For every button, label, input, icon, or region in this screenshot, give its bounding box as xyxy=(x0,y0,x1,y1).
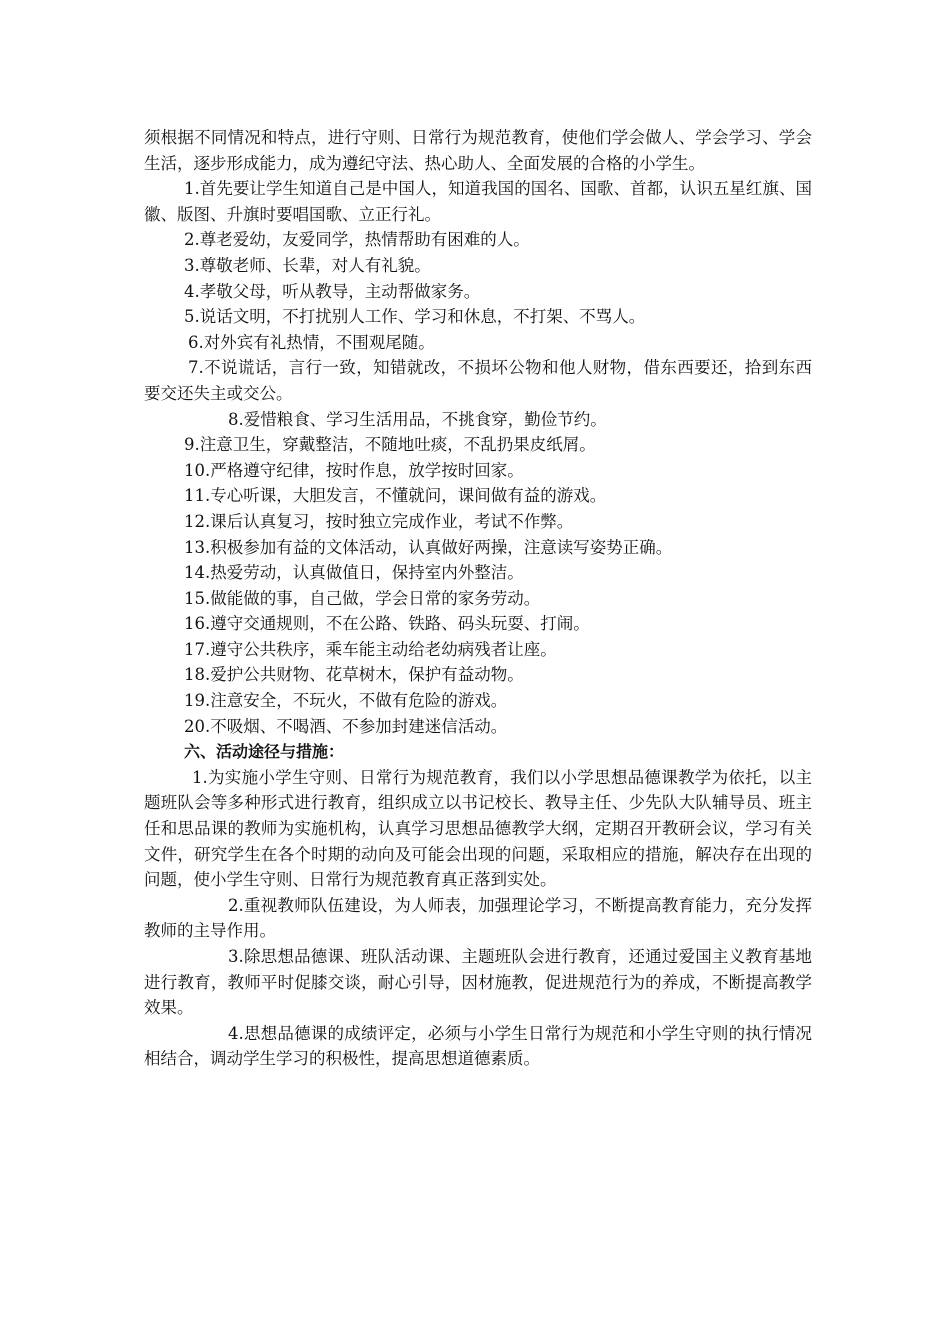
rule-item-11: 11.专心听课，大胆发言，不懂就问，课间做有益的游戏。 xyxy=(184,486,607,506)
rule-item-10: 10.严格遵守纪律，按时作息，放学按时回家。 xyxy=(184,460,524,480)
section-heading: 六、活动途径与措施： xyxy=(184,742,345,762)
rule-item-16: 16.遵守交通规则，不在公路、铁路、码头玩耍、打闹。 xyxy=(184,614,590,634)
rule-item-3: 3.尊敬老师、长辈，对人有礼貌。 xyxy=(184,255,431,275)
rule-item-6: 6.对外宾有礼热情，不围观尾随。 xyxy=(188,332,435,352)
measure-item-1: 1.为实施小学生守则、日常行为规范教育，我们以小学思想品德课教学为依托，以主题班队会等多种形式进行教育，组织成立以书记校长、教导主任、少先队大队辅导员、班主任和思品课的教师为实施机构，认真学习思想品德教学大纲，定期召开教研会议，学习有关文件，研究学生在各个时期的动向及可能会出现的问题，采取相应的措施，解决存在出现的问题，使小学生守则、日常行为规范教育真正落到实处。 xyxy=(144,767,812,890)
measure-item-2: 2.重视教师队伍建设，为人师表，加强理论学习，不断提高教育能力，充分发挥教师的主导作用。 xyxy=(144,895,812,941)
rule-item-5: 5.说话文明，不打扰别人工作、学习和休息，不打架、不骂人。 xyxy=(184,307,646,327)
rule-item-20: 20.不吸烟、不喝酒、不参加封建迷信活动。 xyxy=(184,716,508,736)
rule-item-18: 18.爱护公共财物、花草树木，保护有益动物。 xyxy=(184,665,524,685)
intro-paragraph: 须根据不同情况和特点，进行守则、日常行为规范教育，使他们学会做人、学会学习、学会生活，逐步形成能力，成为遵纪守法、热心助人、全面发展的合格的小学生。 xyxy=(144,128,812,173)
rule-item-14: 14.热爱劳动，认真做值日，保持室内外整洁。 xyxy=(184,563,524,583)
measure-item-4: 4.思想品德课的成绩评定，必须与小学生日常行为规范和小学生守则的执行情况相结合，调动学生学习的积极性，提高思想道德素质。 xyxy=(144,1023,812,1069)
rule-item-9: 9.注意卫生，穿戴整洁，不随地吐痰，不乱扔果皮纸屑。 xyxy=(184,435,596,455)
rule-item-13: 13.积极参加有益的文体活动，认真做好两操，注意读写姿势正确。 xyxy=(184,537,673,557)
rule-item-4: 4.孝敬父母，听从教导，主动帮做家务。 xyxy=(184,281,481,301)
rule-item-2: 2.尊老爱幼，友爱同学，热情帮助有困难的人。 xyxy=(184,230,530,250)
rule-item-19: 19.注意安全，不玩火，不做有危险的游戏。 xyxy=(184,691,508,711)
rule-item-17: 17.遵守公共秩序，乘车能主动给老幼病残者让座。 xyxy=(184,639,557,659)
rule-item-12: 12.课后认真复习，按时独立完成作业，考试不作弊。 xyxy=(184,511,574,531)
measure-item-3: 3.除思想品德课、班队活动课、主题班队会进行教育，还通过爱国主义教育基地进行教育，教师平时促膝交谈，耐心引导，因材施教，促进规范行为的养成，不断提高教学效果。 xyxy=(144,947,812,1018)
rule-item-1: 1.首先要让学生知道自己是中国人，知道我国的国名、国歌、首都，认识五星红旗、国徽、版图、升旗时要唱国歌、立正行礼。 xyxy=(144,179,812,224)
rule-item-7: 7.不说谎话，言行一致，知错就改，不损坏公物和他人财物，借东西要还，拾到东西要交还失主或交公。 xyxy=(144,358,812,403)
rule-item-15: 15.做能做的事，自己做，学会日常的家务劳动。 xyxy=(184,588,541,608)
document-page xyxy=(144,125,812,1072)
rule-item-8: 8.爱惜粮食、学习生活用品，不挑食穿，勤俭节约。 xyxy=(228,409,607,429)
